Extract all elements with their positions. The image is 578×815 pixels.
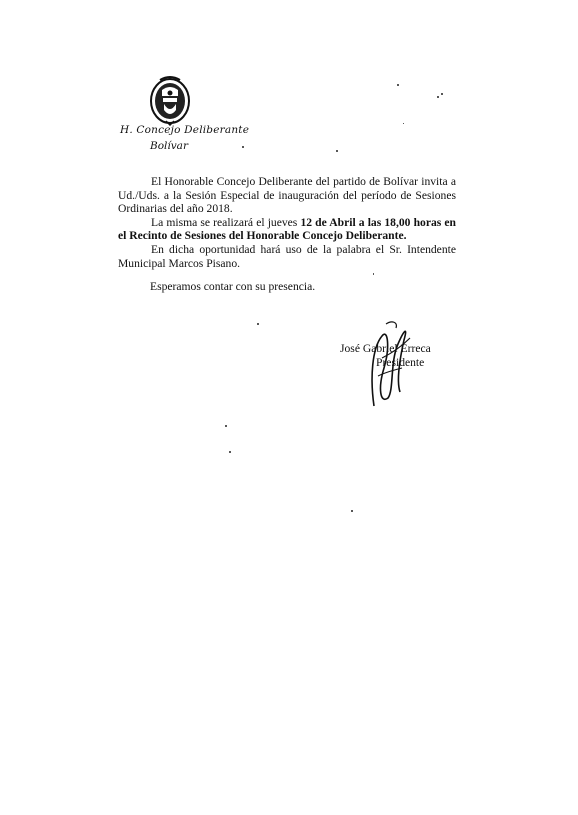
signatory-role: Presidente <box>376 356 425 369</box>
paragraph-speaker: En dicha oportunidad hará uso de la palabra el Sr. Intendente Municipal Marcos Pisano. <box>118 242 456 270</box>
date-place-bold: 12 de Abril a las 18,00 horas en el Recinto de Sesiones del Honorable Concejo Deliberante. <box>118 215 457 243</box>
scan-speck <box>373 273 374 275</box>
letter-body <box>118 175 456 270</box>
scan-speck <box>229 451 231 453</box>
paragraph-invitation: El Honorable Concejo Deliberante del partido de Bolívar invita a Ud./Uds. a la Sesión Especial de inauguración del período de Sesiones Ordinarias del año 2018. <box>118 175 456 216</box>
coat-of-arms-seal <box>148 74 192 126</box>
scan-speck <box>437 96 439 98</box>
organization-location: Bolívar <box>150 140 188 152</box>
scan-speck <box>403 123 404 124</box>
scan-speck <box>441 93 443 95</box>
closing-line: Esperamos contar con su presencia. <box>150 280 316 293</box>
paragraph-date-place <box>118 216 456 243</box>
scan-speck <box>225 425 227 427</box>
scan-speck <box>257 323 259 325</box>
scan-speck <box>351 510 353 512</box>
date-intro-text: La misma se realizará el jueves <box>151 215 301 229</box>
scan-speck <box>336 150 338 152</box>
scan-speck <box>242 146 244 148</box>
organization-name: H. Concejo Deliberante <box>120 124 250 136</box>
signatory-name: José Gabriel Erreca <box>340 342 431 355</box>
scan-speck <box>397 84 399 86</box>
